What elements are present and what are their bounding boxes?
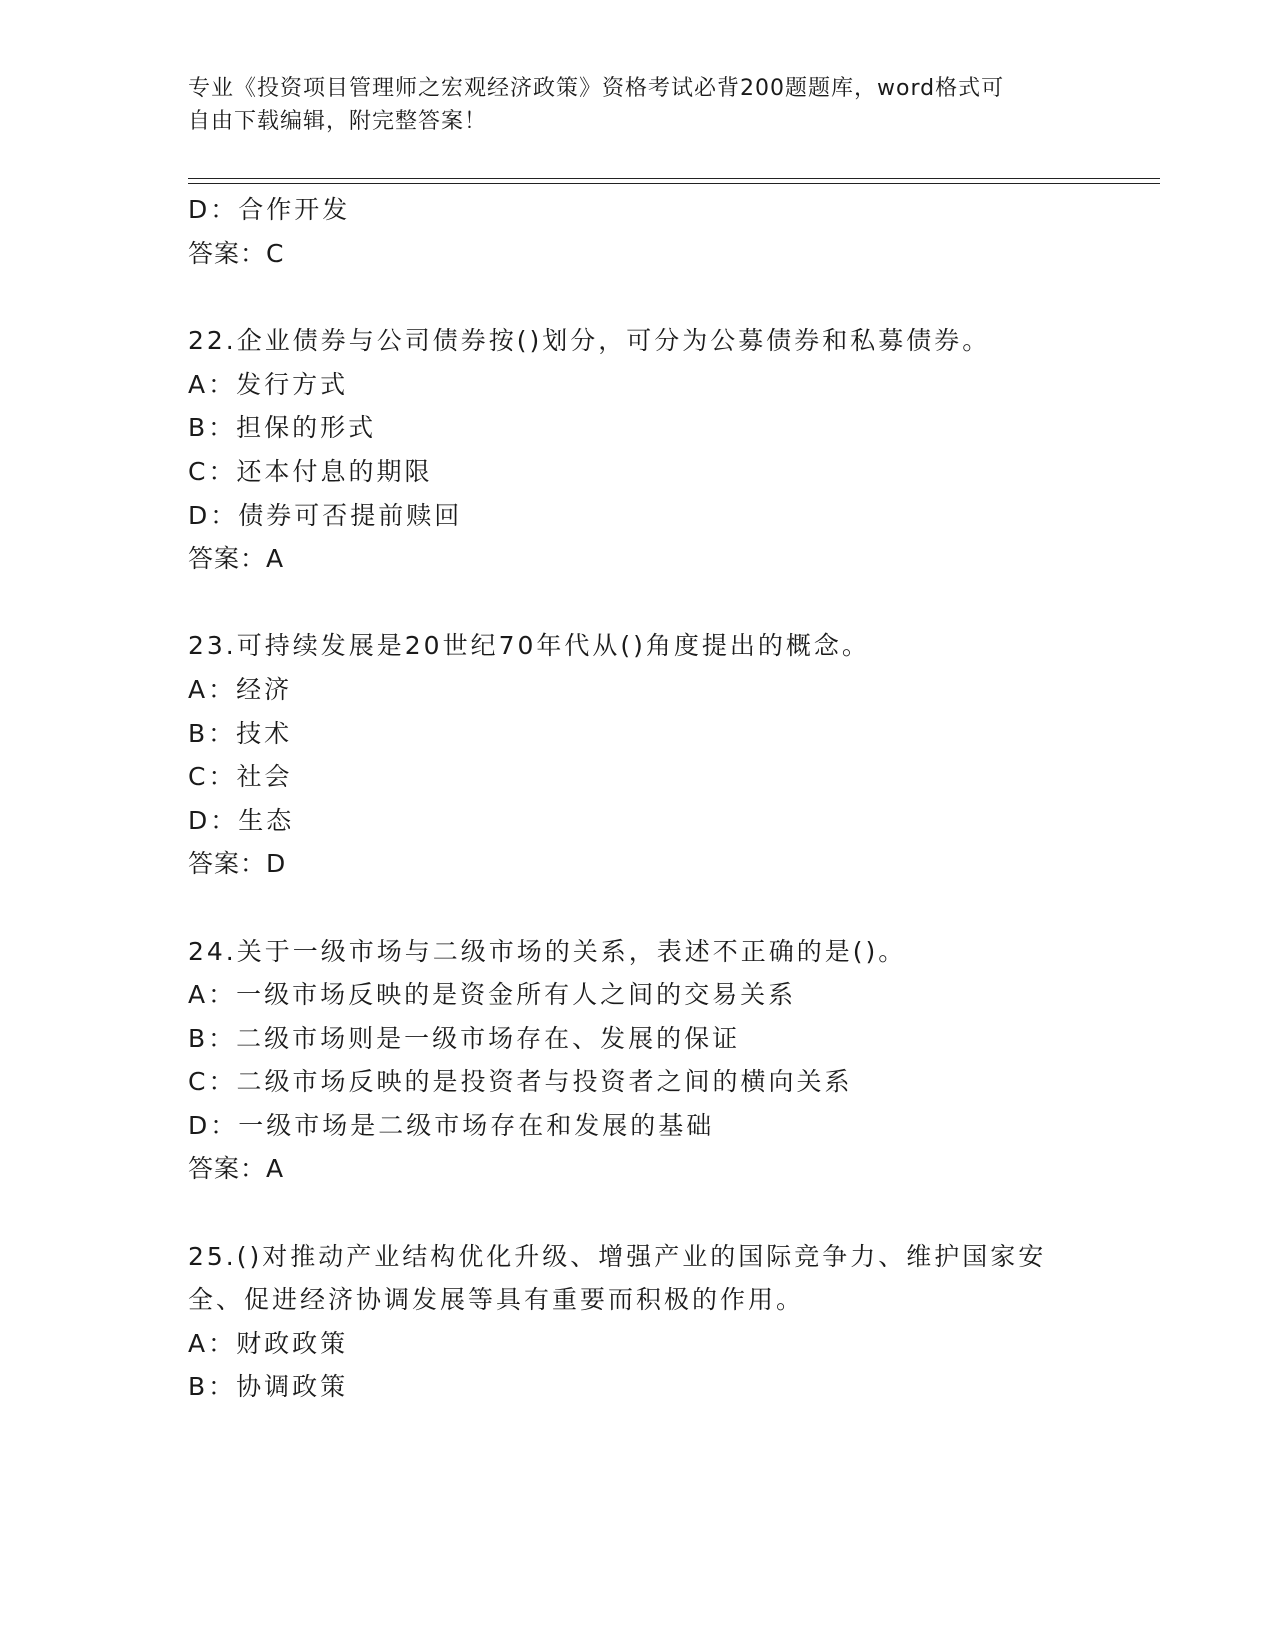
header-divider-top <box>188 178 1160 179</box>
option-c-23: C：社会 <box>188 762 293 791</box>
option-a-22: A：发行方式 <box>188 370 349 399</box>
option-b-24: B：二级市场则是一级市场存在、发展的保证 <box>188 1024 741 1053</box>
option-d-21: D：合作开发 <box>188 195 351 224</box>
option-b-22: B：担保的形式 <box>188 413 377 442</box>
option-b-25: B：协调政策 <box>188 1372 349 1401</box>
option-d-22: D：债券可否提前赎回 <box>188 501 463 530</box>
question-25-line-2: 全、促进经济协调发展等具有重要而积极的作用。 <box>188 1285 805 1314</box>
question-22: 22.企业债券与公司债券按()划分，可分为公募债券和私募债券。 <box>188 326 991 355</box>
header-line-1: 专业《投资项目管理师之宏观经济政策》资格考试必背200题题库，word格式可 <box>188 76 1005 101</box>
option-d-23: D：生态 <box>188 806 295 835</box>
header-line-2: 自由下载编辑，附完整答案！ <box>188 109 488 134</box>
option-d-24: D：一级市场是二级市场存在和发展的基础 <box>188 1111 715 1140</box>
option-c-24: C：二级市场反映的是投资者与投资者之间的横向关系 <box>188 1067 853 1096</box>
option-a-24: A：一级市场反映的是资金所有人之间的交易关系 <box>188 980 797 1009</box>
question-25-line-1: 25.()对推动产业结构优化升级、增强产业的国际竞争力、维护国家安 <box>188 1242 1047 1271</box>
question-24: 24.关于一级市场与二级市场的关系，表述不正确的是()。 <box>188 937 907 966</box>
option-c-22: C：还本付息的期限 <box>188 457 433 486</box>
question-23: 23.可持续发展是20世纪70年代从()角度提出的概念。 <box>188 631 870 660</box>
option-b-23: B：技术 <box>188 719 293 748</box>
answer-23: 答案：D <box>188 849 287 878</box>
option-a-23: A：经济 <box>188 675 293 704</box>
document-header <box>188 72 1088 138</box>
answer-22: 答案：A <box>188 544 285 573</box>
answer-21: 答案：C <box>188 239 285 268</box>
answer-24: 答案：A <box>188 1154 285 1183</box>
header-divider-bottom <box>188 183 1160 184</box>
option-a-25: A：财政政策 <box>188 1329 349 1358</box>
